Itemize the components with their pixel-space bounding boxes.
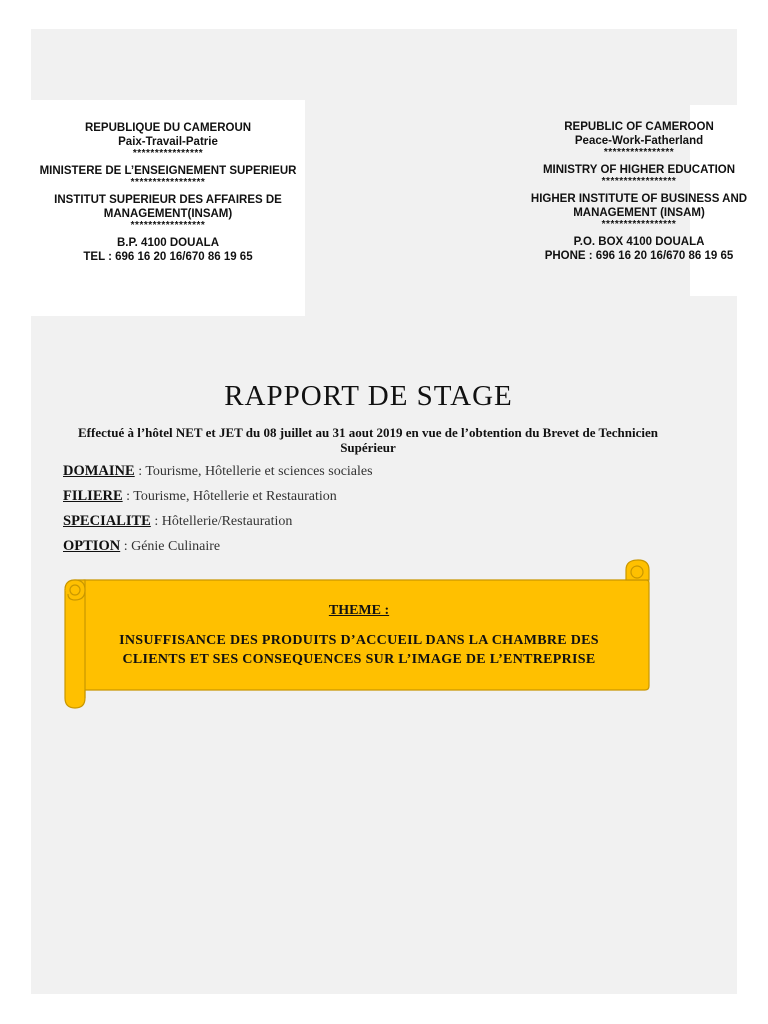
separator-stars: ***************** <box>130 177 206 188</box>
field-label: OPTION <box>63 538 121 554</box>
theme-heading: THEME : <box>328 603 390 618</box>
ministry-en: MINISTRY OF HIGHER EDUCATION <box>542 164 736 176</box>
field-label: DOMAINE <box>63 463 135 479</box>
field-specialite <box>63 513 292 530</box>
country-name-fr: REPUBLIQUE DU CAMEROUN <box>84 122 252 134</box>
field-filiere <box>63 488 337 505</box>
motto-en: Peace-Work-Fatherland <box>574 135 704 147</box>
field-separator: : <box>122 489 134 504</box>
field-value: Tourisme, Hôtellerie et Restauration <box>133 489 337 504</box>
separator-stars: **************** <box>132 148 204 159</box>
field-separator: : <box>120 539 132 554</box>
theme-text: INSUFFISANCE DES PRODUITS D’ACCUEIL DANS LA CHAMBRE DES CLIENTS ET SES CONSEQUENCES SUR L’IMAGE DE L’ENTREPRISE <box>119 633 599 667</box>
field-label: FILIERE <box>63 488 123 504</box>
country-name-en: REPUBLIC OF CAMEROON <box>564 121 714 133</box>
phone-en: PHONE : 696 16 20 16/670 86 19 65 <box>544 250 734 262</box>
phone-fr: TEL : 696 16 20 16/670 86 19 65 <box>83 251 253 263</box>
field-option <box>63 538 220 555</box>
field-separator: : <box>150 514 162 529</box>
separator-stars: **************** <box>603 147 675 158</box>
field-domaine <box>63 463 373 480</box>
ministry-fr: MINISTERE DE L’ENSEIGNEMENT SUPERIEUR <box>39 165 297 177</box>
report-title: RAPPORT DE STAGE <box>224 380 513 412</box>
theme-block <box>86 603 632 669</box>
institute-fr: INSTITUT SUPERIEUR DES AFFAIRES DE MANAGEMENT(INSAM) <box>54 194 282 220</box>
separator-stars: ***************** <box>130 220 206 231</box>
separator-stars: ***************** <box>601 219 677 230</box>
header-left-french <box>36 121 300 264</box>
motto-fr: Paix-Travail-Patrie <box>118 136 218 148</box>
institute-en: HIGHER INSTITUTE OF BUSINESS AND MANAGEMENT (INSAM) <box>530 193 748 219</box>
field-separator: : <box>134 464 146 479</box>
po-box-en: P.O. BOX 4100 DOUALA <box>573 236 705 248</box>
separator-stars: ***************** <box>601 176 677 187</box>
report-subtitle: Effectué à l’hôtel NET et JET du 08 juillet au 31 aout 2019 en vue de l’obtention du Brevet de Technicien Supérieur <box>78 425 658 455</box>
field-label: SPECIALITE <box>63 513 151 529</box>
header-right-english <box>520 120 758 263</box>
field-value: Tourisme, Hôtellerie et sciences sociales <box>145 464 373 479</box>
po-box-fr: B.P. 4100 DOUALA <box>116 237 220 249</box>
field-value: Génie Culinaire <box>131 539 221 554</box>
field-value: Hôtellerie/Restauration <box>161 514 293 529</box>
